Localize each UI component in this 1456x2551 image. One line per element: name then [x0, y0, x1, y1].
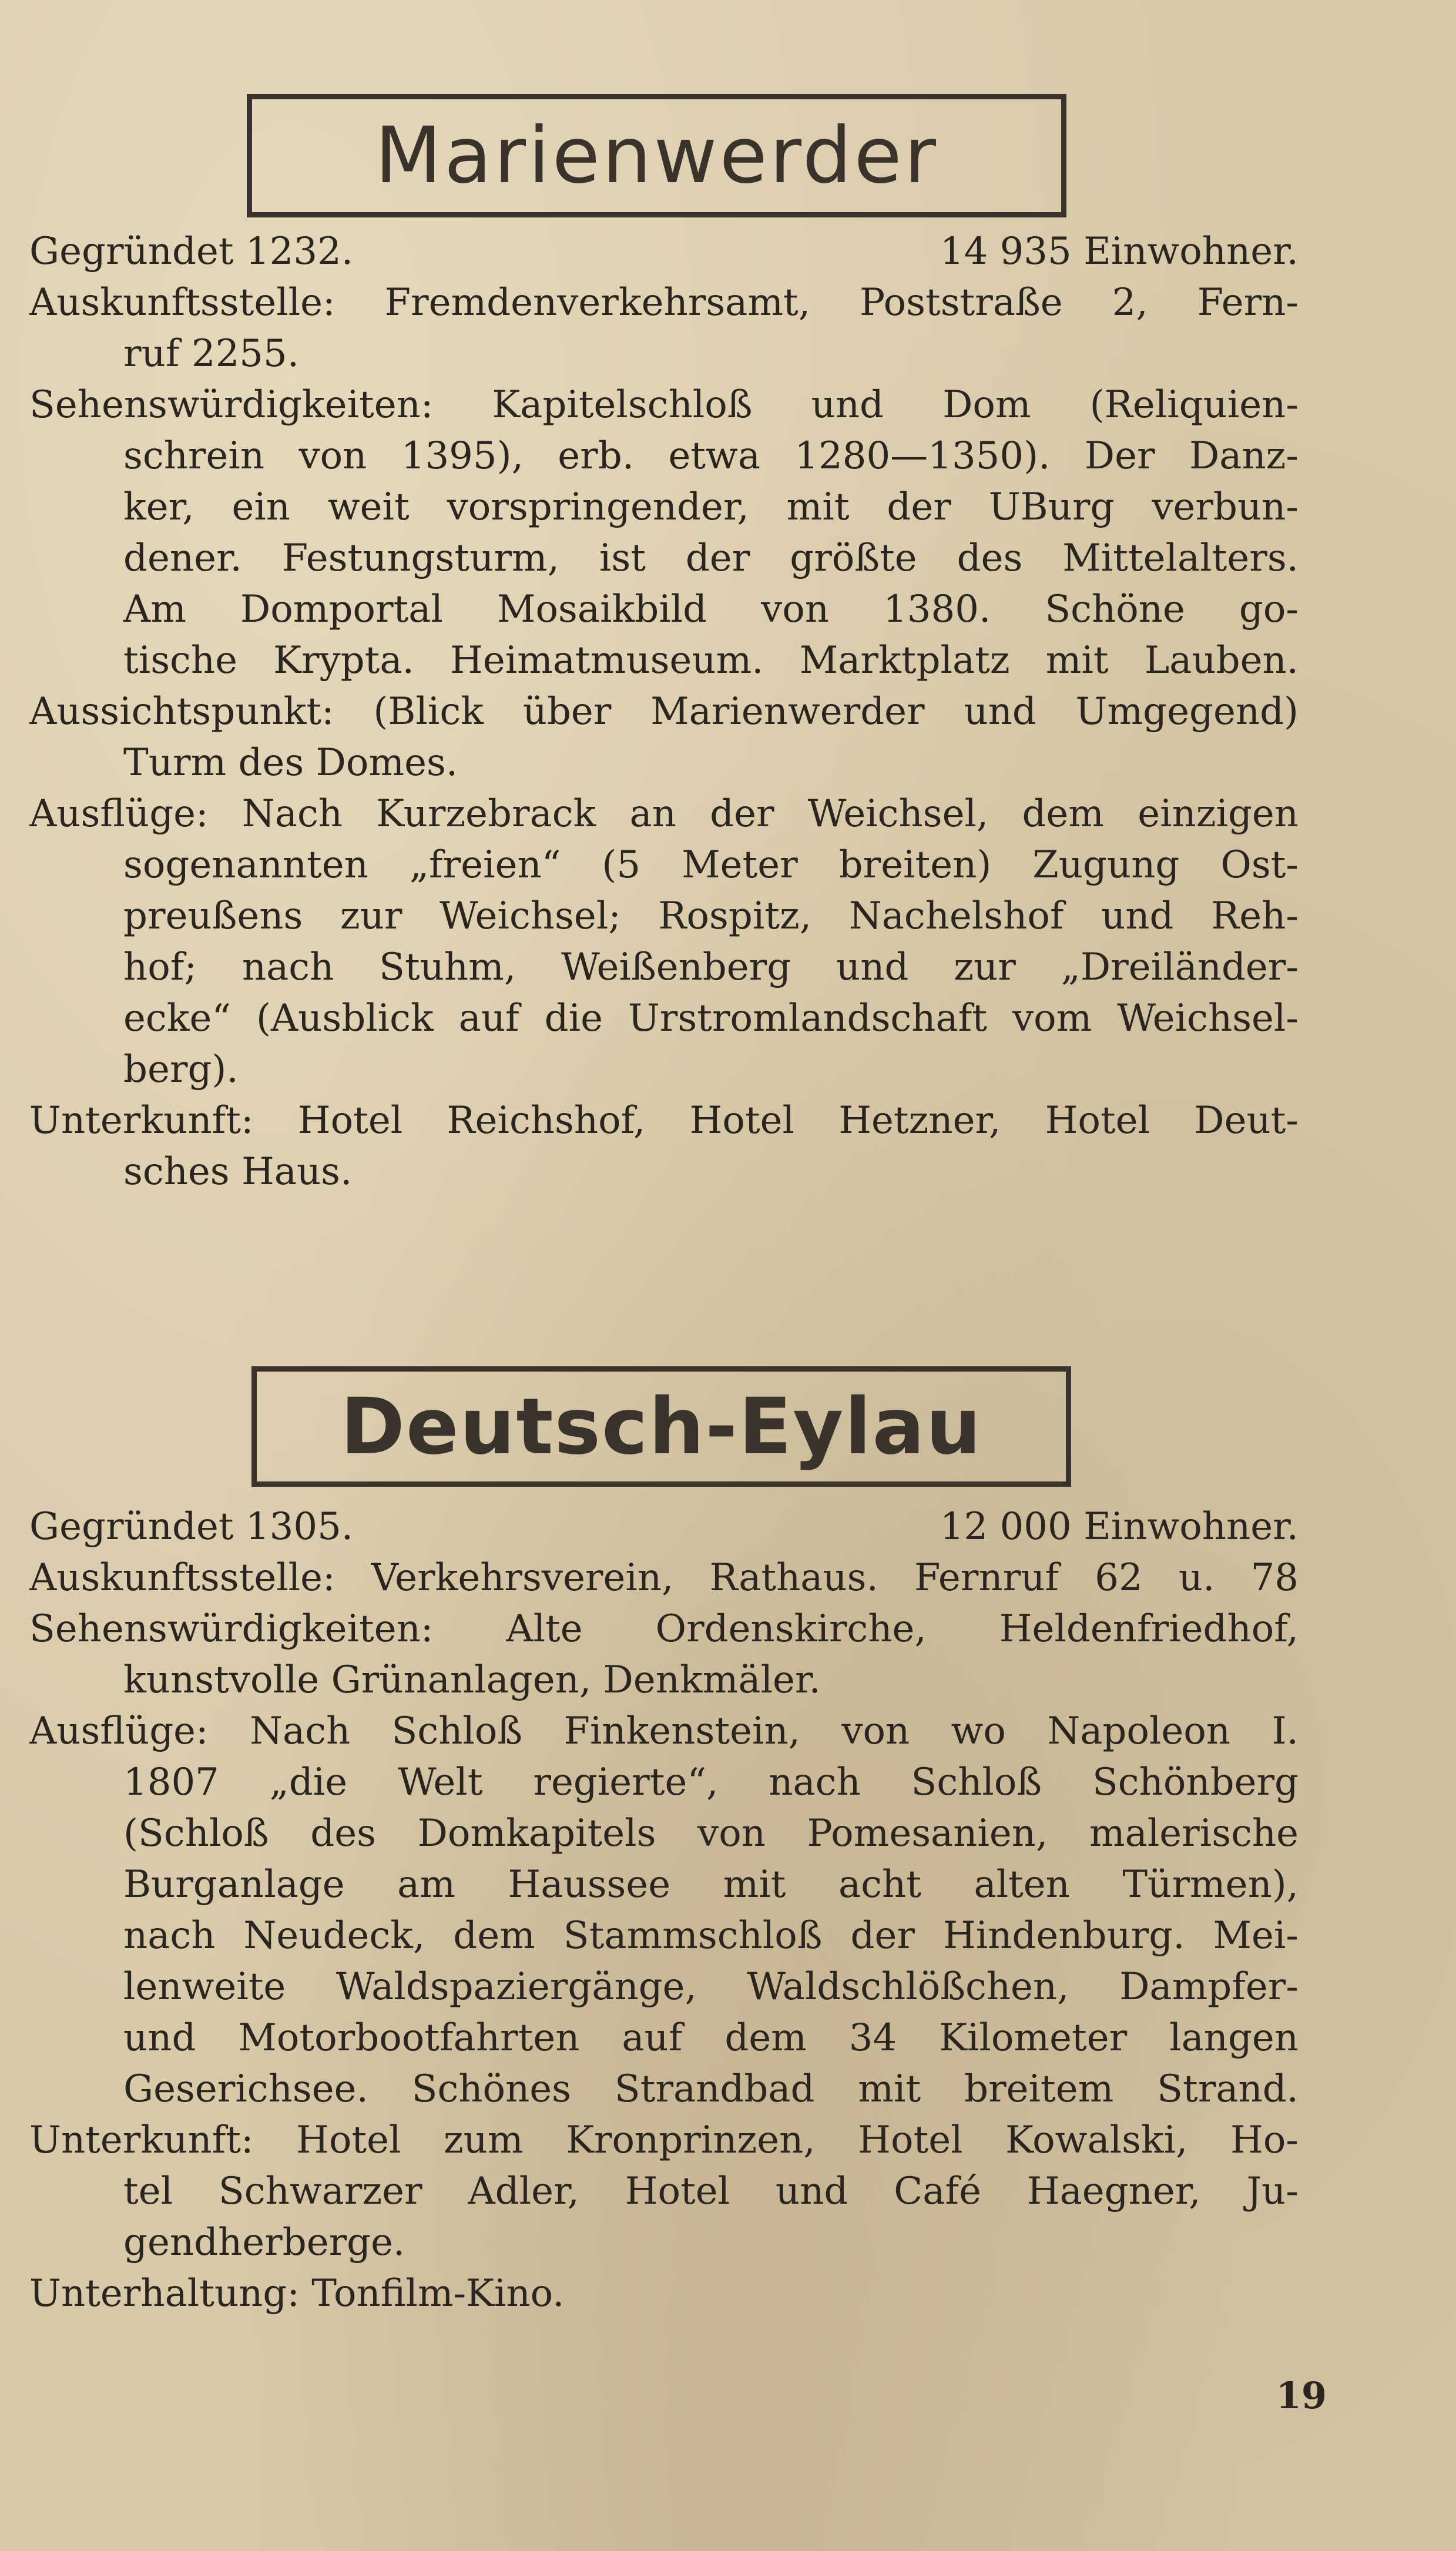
founded-row — [29, 226, 1299, 277]
section-title-box-deutsch-eylau — [251, 1366, 1071, 1487]
text-line: lenweite Waldspaziergänge, Waldschlößchen, Dampfer- — [123, 1965, 1299, 2009]
founded-text: Gegründet 1232. — [29, 230, 354, 273]
text-line: schrein von 1395), erb. etwa 1280—1350). Der Danz- — [123, 434, 1299, 478]
text-line: Unterhaltung: Tonfilm-Kino. — [29, 2272, 565, 2315]
text-line: Sehenswürdigkeiten: Kapitelschloß und Dom (Reliquien- — [29, 383, 1299, 427]
text-line: tel Schwarzer Adler, Hotel und Café Haegner, Ju- — [123, 2170, 1299, 2213]
text-line: Aussichtspunkt: (Blick über Marienwerder und Umgegend) — [29, 690, 1299, 733]
text-line: nach Neudeck, dem Stammschloß der Hindenburg. Mei- — [123, 1914, 1299, 1957]
founded-row — [29, 1501, 1299, 1553]
text-line: sogenannten „freien“ (5 Meter breiten) Zugung Ost- — [123, 843, 1299, 887]
text-line: hof; nach Stuhm, Weißenberg und zur „Dreiländer- — [123, 946, 1299, 989]
text-line: gendherberge. — [123, 2221, 405, 2264]
text-line: ker, ein weit vorspringender, mit der UBurg verbun- — [123, 485, 1299, 529]
text-line: Burganlage am Haussee mit acht alten Türmen), — [123, 1863, 1299, 1906]
inhabitants-text: 14 935 Einwohner. — [940, 230, 1299, 273]
text-line: ruf 2255. — [123, 332, 300, 376]
text-line: Geserichsee. Schönes Strandbad mit breitem Strand. — [123, 2067, 1299, 2111]
section-marienwerder — [29, 226, 1299, 1198]
text-line: tische Krypta. Heimatmuseum. Marktplatz mit Lauben. — [123, 639, 1299, 682]
text-line: berg). — [123, 1048, 239, 1091]
inhabitants-text: 12 000 Einwohner. — [940, 1505, 1299, 1548]
text-line: 1807 „die Welt regierte“, nach Schloß Schönberg — [123, 1761, 1299, 1804]
section-title-marienwerder: Marienwerder — [375, 110, 938, 201]
text-line: Auskunftsstelle: Verkehrsverein, Rathaus. Fernruf 62 u. 78 — [29, 1556, 1299, 1600]
text-line: ecke“ (Ausblick auf die Urstromlandschaft vom Weichsel- — [123, 997, 1299, 1040]
text-line: sches Haus. — [123, 1150, 353, 1194]
section-title-deutsch-eylau: Deutsch-Eylau — [340, 1381, 982, 1472]
text-line: (Schloß des Domkapitels von Pomesanien, malerische — [123, 1812, 1299, 1855]
page-number: 19 — [1276, 2374, 1327, 2417]
text-line: Unterkunft: Hotel Reichshof, Hotel Hetzner, Hotel Deut- — [29, 1099, 1299, 1142]
text-line: kunstvolle Grünanlagen, Denkmäler. — [123, 1658, 821, 1702]
text-line: Ausflüge: Nach Kurzebrack an der Weichsel, dem einzigen — [29, 792, 1299, 836]
text-line: Am Domportal Mosaikbild von 1380. Schöne go- — [123, 588, 1299, 631]
founded-text: Gegründet 1305. — [29, 1505, 354, 1548]
text-line: und Motorbootfahrten auf dem 34 Kilometer langen — [123, 2016, 1299, 2060]
text-line: Sehenswürdigkeiten: Alte Ordenskirche, Heldenfriedhof, — [29, 1607, 1299, 1651]
text-line: preußens zur Weichsel; Rospitz, Nachelshof und Reh- — [123, 894, 1299, 938]
text-line: dener. Festungsturm, ist der größte des Mittelalters. — [123, 537, 1299, 580]
section-deutsch-eylau — [29, 1501, 1299, 2319]
text-line: Auskunftsstelle: Fremdenverkehrsamt, Poststraße 2, Fern- — [29, 281, 1299, 324]
section-title-box-marienwerder — [247, 94, 1066, 217]
text-line: Ausflüge: Nach Schloß Finkenstein, von wo Napoleon I. — [29, 1709, 1299, 1753]
text-line: Unterkunft: Hotel zum Kronprinzen, Hotel Kowalski, Ho- — [29, 2118, 1299, 2162]
text-line: Turm des Domes. — [123, 741, 458, 785]
